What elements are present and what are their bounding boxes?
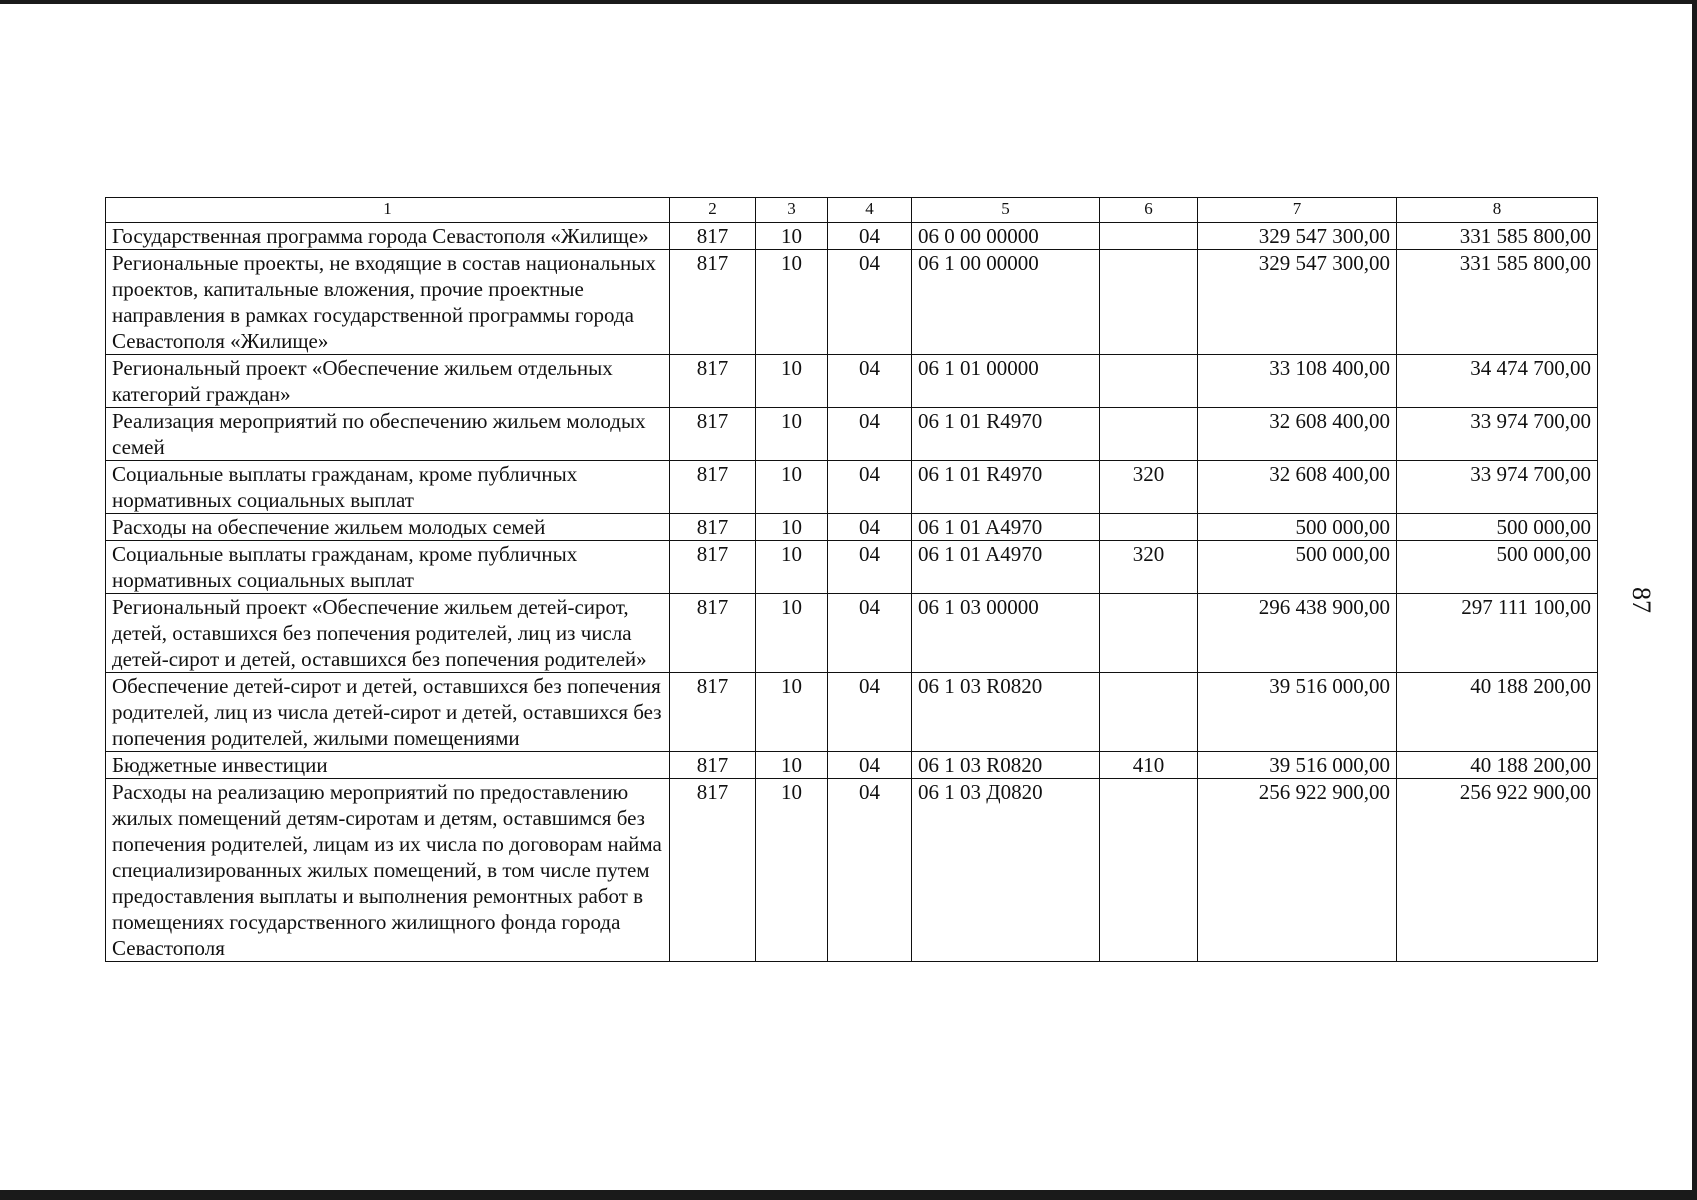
- row-name: Бюджетные инвестиции: [106, 752, 670, 779]
- header-col-6: 6: [1100, 198, 1198, 223]
- row-target-article: 06 1 03 Д0820: [912, 779, 1100, 962]
- row-section: 10: [756, 514, 828, 541]
- row-subsection: 04: [828, 779, 912, 962]
- row-amount-1: 500 000,00: [1198, 514, 1397, 541]
- row-amount-1: 33 108 400,00: [1198, 355, 1397, 408]
- row-target-article: 06 1 01 A4970: [912, 514, 1100, 541]
- row-amount-1: 39 516 000,00: [1198, 752, 1397, 779]
- header-col-5: 5: [912, 198, 1100, 223]
- row-ministry-code: 817: [670, 250, 756, 355]
- row-amount-1: 256 922 900,00: [1198, 779, 1397, 962]
- row-expense-type: [1100, 223, 1198, 250]
- row-expense-type: [1100, 514, 1198, 541]
- row-section: 10: [756, 223, 828, 250]
- row-ministry-code: 817: [670, 752, 756, 779]
- row-ministry-code: 817: [670, 461, 756, 514]
- row-subsection: 04: [828, 461, 912, 514]
- row-target-article: 06 1 01 00000: [912, 355, 1100, 408]
- row-amount-1: 39 516 000,00: [1198, 673, 1397, 752]
- row-amount-2: 256 922 900,00: [1397, 779, 1598, 962]
- row-target-article: 06 1 01 R4970: [912, 461, 1100, 514]
- row-amount-1: 329 547 300,00: [1198, 223, 1397, 250]
- row-name: Реализация мероприятий по обеспечению жильем молодых семей: [106, 408, 670, 461]
- row-name: Расходы на обеспечение жильем молодых семей: [106, 514, 670, 541]
- row-subsection: 04: [828, 514, 912, 541]
- row-expense-type: 320: [1100, 541, 1198, 594]
- row-section: 10: [756, 250, 828, 355]
- row-ministry-code: 817: [670, 223, 756, 250]
- row-expense-type: [1100, 594, 1198, 673]
- row-amount-2: 40 188 200,00: [1397, 673, 1598, 752]
- row-expense-type: [1100, 408, 1198, 461]
- table-row: [106, 223, 1598, 250]
- table-row: [106, 541, 1598, 594]
- row-amount-2: 500 000,00: [1397, 541, 1598, 594]
- budget-table: [105, 197, 1598, 962]
- page-number: 87: [1627, 587, 1656, 613]
- row-expense-type: [1100, 250, 1198, 355]
- row-ministry-code: 817: [670, 355, 756, 408]
- row-name: Государственная программа города Севастополя «Жилище»: [106, 223, 670, 250]
- row-subsection: 04: [828, 673, 912, 752]
- row-subsection: 04: [828, 250, 912, 355]
- row-target-article: 06 1 03 R0820: [912, 752, 1100, 779]
- row-subsection: 04: [828, 408, 912, 461]
- row-name: Социальные выплаты гражданам, кроме публичных нормативных социальных выплат: [106, 541, 670, 594]
- row-amount-1: 500 000,00: [1198, 541, 1397, 594]
- row-target-article: 06 1 01 R4970: [912, 408, 1100, 461]
- row-amount-2: 331 585 800,00: [1397, 223, 1598, 250]
- table-row: [106, 408, 1598, 461]
- row-amount-2: 500 000,00: [1397, 514, 1598, 541]
- scan-edge-bottom: [0, 1190, 1697, 1200]
- row-subsection: 04: [828, 752, 912, 779]
- row-name: Обеспечение детей-сирот и детей, оставшихся без попечения родителей, лиц из числа детей-сирот и детей, оставшихся без попечения родителей, жилыми помещениями: [106, 673, 670, 752]
- row-expense-type: [1100, 673, 1198, 752]
- row-subsection: 04: [828, 355, 912, 408]
- row-expense-type: 410: [1100, 752, 1198, 779]
- row-section: 10: [756, 752, 828, 779]
- table-row: [106, 355, 1598, 408]
- row-amount-1: 329 547 300,00: [1198, 250, 1397, 355]
- row-target-article: 06 1 03 R0820: [912, 673, 1100, 752]
- header-col-4: 4: [828, 198, 912, 223]
- table-row: [106, 779, 1598, 962]
- row-ministry-code: 817: [670, 541, 756, 594]
- scan-edge-top: [0, 0, 1697, 4]
- row-target-article: 06 1 00 00000: [912, 250, 1100, 355]
- row-name: Социальные выплаты гражданам, кроме публичных нормативных социальных выплат: [106, 461, 670, 514]
- row-amount-2: 297 111 100,00: [1397, 594, 1598, 673]
- row-amount-2: 33 974 700,00: [1397, 461, 1598, 514]
- row-expense-type: [1100, 355, 1198, 408]
- row-ministry-code: 817: [670, 514, 756, 541]
- table-row: [106, 673, 1598, 752]
- row-name: Региональный проект «Обеспечение жильем отдельных категорий граждан»: [106, 355, 670, 408]
- row-subsection: 04: [828, 541, 912, 594]
- row-amount-1: 32 608 400,00: [1198, 461, 1397, 514]
- row-target-article: 06 1 01 A4970: [912, 541, 1100, 594]
- header-col-1: 1: [106, 198, 670, 223]
- row-amount-1: 32 608 400,00: [1198, 408, 1397, 461]
- row-section: 10: [756, 461, 828, 514]
- row-name: Региональные проекты, не входящие в состав национальных проектов, капитальные вложения, прочие проектные направления в рамках государственной программы города Севастополя «Жилище»: [106, 250, 670, 355]
- row-amount-2: 34 474 700,00: [1397, 355, 1598, 408]
- row-ministry-code: 817: [670, 408, 756, 461]
- header-col-3: 3: [756, 198, 828, 223]
- row-ministry-code: 817: [670, 779, 756, 962]
- header-col-2: 2: [670, 198, 756, 223]
- row-amount-1: 296 438 900,00: [1198, 594, 1397, 673]
- table-row: [106, 594, 1598, 673]
- row-section: 10: [756, 541, 828, 594]
- header-col-7: 7: [1198, 198, 1397, 223]
- table-row: [106, 250, 1598, 355]
- table-row: [106, 514, 1598, 541]
- row-ministry-code: 817: [670, 673, 756, 752]
- row-amount-2: 33 974 700,00: [1397, 408, 1598, 461]
- row-subsection: 04: [828, 223, 912, 250]
- row-amount-2: 331 585 800,00: [1397, 250, 1598, 355]
- row-subsection: 04: [828, 594, 912, 673]
- row-name: Региональный проект «Обеспечение жильем детей-сирот, детей, оставшихся без попечения родителей, лиц из числа детей-сирот и детей, оставшихся без попечения родителей»: [106, 594, 670, 673]
- row-section: 10: [756, 408, 828, 461]
- header-row: [106, 198, 1598, 223]
- row-expense-type: 320: [1100, 461, 1198, 514]
- row-ministry-code: 817: [670, 594, 756, 673]
- row-expense-type: [1100, 779, 1198, 962]
- row-target-article: 06 0 00 00000: [912, 223, 1100, 250]
- header-col-8: 8: [1397, 198, 1598, 223]
- table-row: [106, 461, 1598, 514]
- row-name: Расходы на реализацию мероприятий по предоставлению жилых помещений детям-сиротам и детям, оставшимся без попечения родителей, лицам из их числа по договорам найма специализированных жилых помещений, в том числе путем предоставления выплаты и выполнения ремонтных работ в помещениях государственного жилищного фонда города Севастополя: [106, 779, 670, 962]
- table-row: [106, 752, 1598, 779]
- row-section: 10: [756, 594, 828, 673]
- row-target-article: 06 1 03 00000: [912, 594, 1100, 673]
- row-section: 10: [756, 673, 828, 752]
- scan-edge-right: [1692, 0, 1697, 1200]
- row-section: 10: [756, 355, 828, 408]
- row-section: 10: [756, 779, 828, 962]
- row-amount-2: 40 188 200,00: [1397, 752, 1598, 779]
